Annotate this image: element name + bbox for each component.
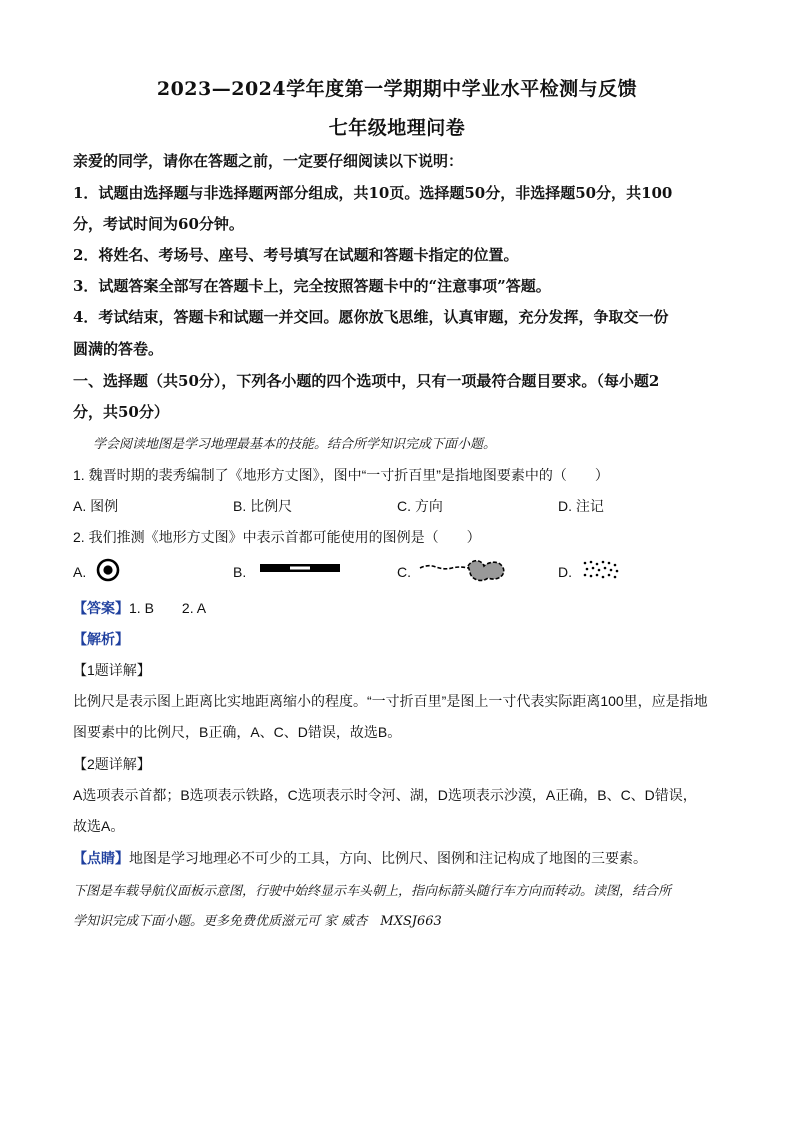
question-2-option-d: D. bbox=[558, 564, 572, 580]
q2-detail-title: 【2题详解】 bbox=[73, 756, 151, 772]
answer-label: 【答案】 bbox=[73, 601, 129, 617]
question-1-option-a: A. 图例 bbox=[73, 498, 119, 514]
instruction-2: 2．将姓名、考场号、座号、考号填写在试题和答题卡指定的位置。 bbox=[73, 246, 519, 264]
instructions-intro: 亲爱的同学，请你在答题之前，一定要仔细阅读以下说明： bbox=[73, 152, 464, 170]
question-1-option-b: B. 比例尺 bbox=[233, 498, 293, 514]
tip-text: 地图是学习地理必不可少的工具，方向、比例尺、图例和注记构成了地图的三要素。 bbox=[129, 850, 647, 866]
seasonal-river-lake-icon bbox=[418, 554, 512, 586]
q1-detail-line2: 图要素中的比例尺，B正确，A、C、D错误，故选B。 bbox=[73, 724, 402, 740]
analysis-label-line bbox=[73, 629, 129, 649]
answer-text: 1. B 2. A bbox=[129, 600, 207, 616]
exam-subtitle: 七年级地理问卷 bbox=[328, 117, 466, 139]
question-2-stem: 2. 我们推测《地形方丈图》中表示首都可能使用的图例是（ ） bbox=[73, 529, 481, 545]
next-context-line1: 下图是车载导航仪面板示意图，行驶中始终显示车头朝上，指向标箭头随行车方向而转动。读图，结合所 bbox=[73, 884, 672, 899]
instruction-4-cont: 圆满的答卷。 bbox=[73, 340, 164, 358]
instruction-3: 3．试题答案全部写在答题卡上，完全按照答题卡中的“注意事项”答题。 bbox=[73, 277, 551, 295]
q2-detail-line1: A选项表示首都；B选项表示铁路，C选项表示时令河、湖，D选项表示沙漠，A正确，B、C、D错误， bbox=[73, 787, 697, 803]
section1-heading-cont: 分，共50分） bbox=[73, 403, 169, 421]
section1-context: 学会阅读地图是学习地理最基本的技能。结合所学知识完成下面小题。 bbox=[93, 437, 497, 452]
question-2-option-a: A. bbox=[73, 564, 87, 580]
analysis-label: 【解析】 bbox=[73, 632, 129, 648]
q1-detail-title: 【1题详解】 bbox=[73, 662, 151, 678]
instruction-1-cont: 分，考试时间为60分钟。 bbox=[73, 215, 244, 233]
question-1-option-d: D. 注记 bbox=[558, 498, 604, 514]
tip-line bbox=[73, 848, 647, 868]
question-2-option-b: B. bbox=[233, 564, 247, 580]
exam-title: 2023—2024学年度第一学期期中学业水平检测与反馈 bbox=[156, 78, 638, 100]
instruction-1: 1．试题由选择题与非选择题两部分组成，共10页。选择题50分，非选择题50分，共100 bbox=[73, 184, 673, 202]
question-1-option-c: C. 方向 bbox=[397, 498, 443, 514]
q2-detail-line2: 故选A。 bbox=[73, 818, 125, 834]
tip-label: 【点睛】 bbox=[73, 851, 129, 867]
answer-line bbox=[73, 598, 206, 618]
instruction-4: 4．考试结束，答题卡和试题一并交回。愿你放飞思维，认真审题，充分发挥，争取交一份 bbox=[73, 308, 669, 326]
q1-detail-line1: 比例尺是表示图上距离比实地距离缩小的程度。“一寸折百里”是图上一寸代表实际距离100里，应是指地 bbox=[73, 693, 708, 709]
question-1-stem: 1. 魏晋时期的裴秀编制了《地形方丈图》，图中“一寸折百里”是指地图要素中的（ ） bbox=[73, 467, 609, 483]
next-context-line2: 学知识完成下面小题。更多免费优质滋元可 家 威杏 MXSJ663 bbox=[73, 914, 442, 929]
desert-dots-icon bbox=[582, 559, 620, 581]
question-2-option-c: C. bbox=[397, 564, 411, 580]
railway-icon bbox=[260, 562, 340, 574]
bullseye-icon bbox=[96, 558, 120, 582]
section1-heading: 一、选择题（共50分），下列各小题的四个选项中，只有一项最符合题目要求。（每小题2 bbox=[73, 372, 660, 390]
